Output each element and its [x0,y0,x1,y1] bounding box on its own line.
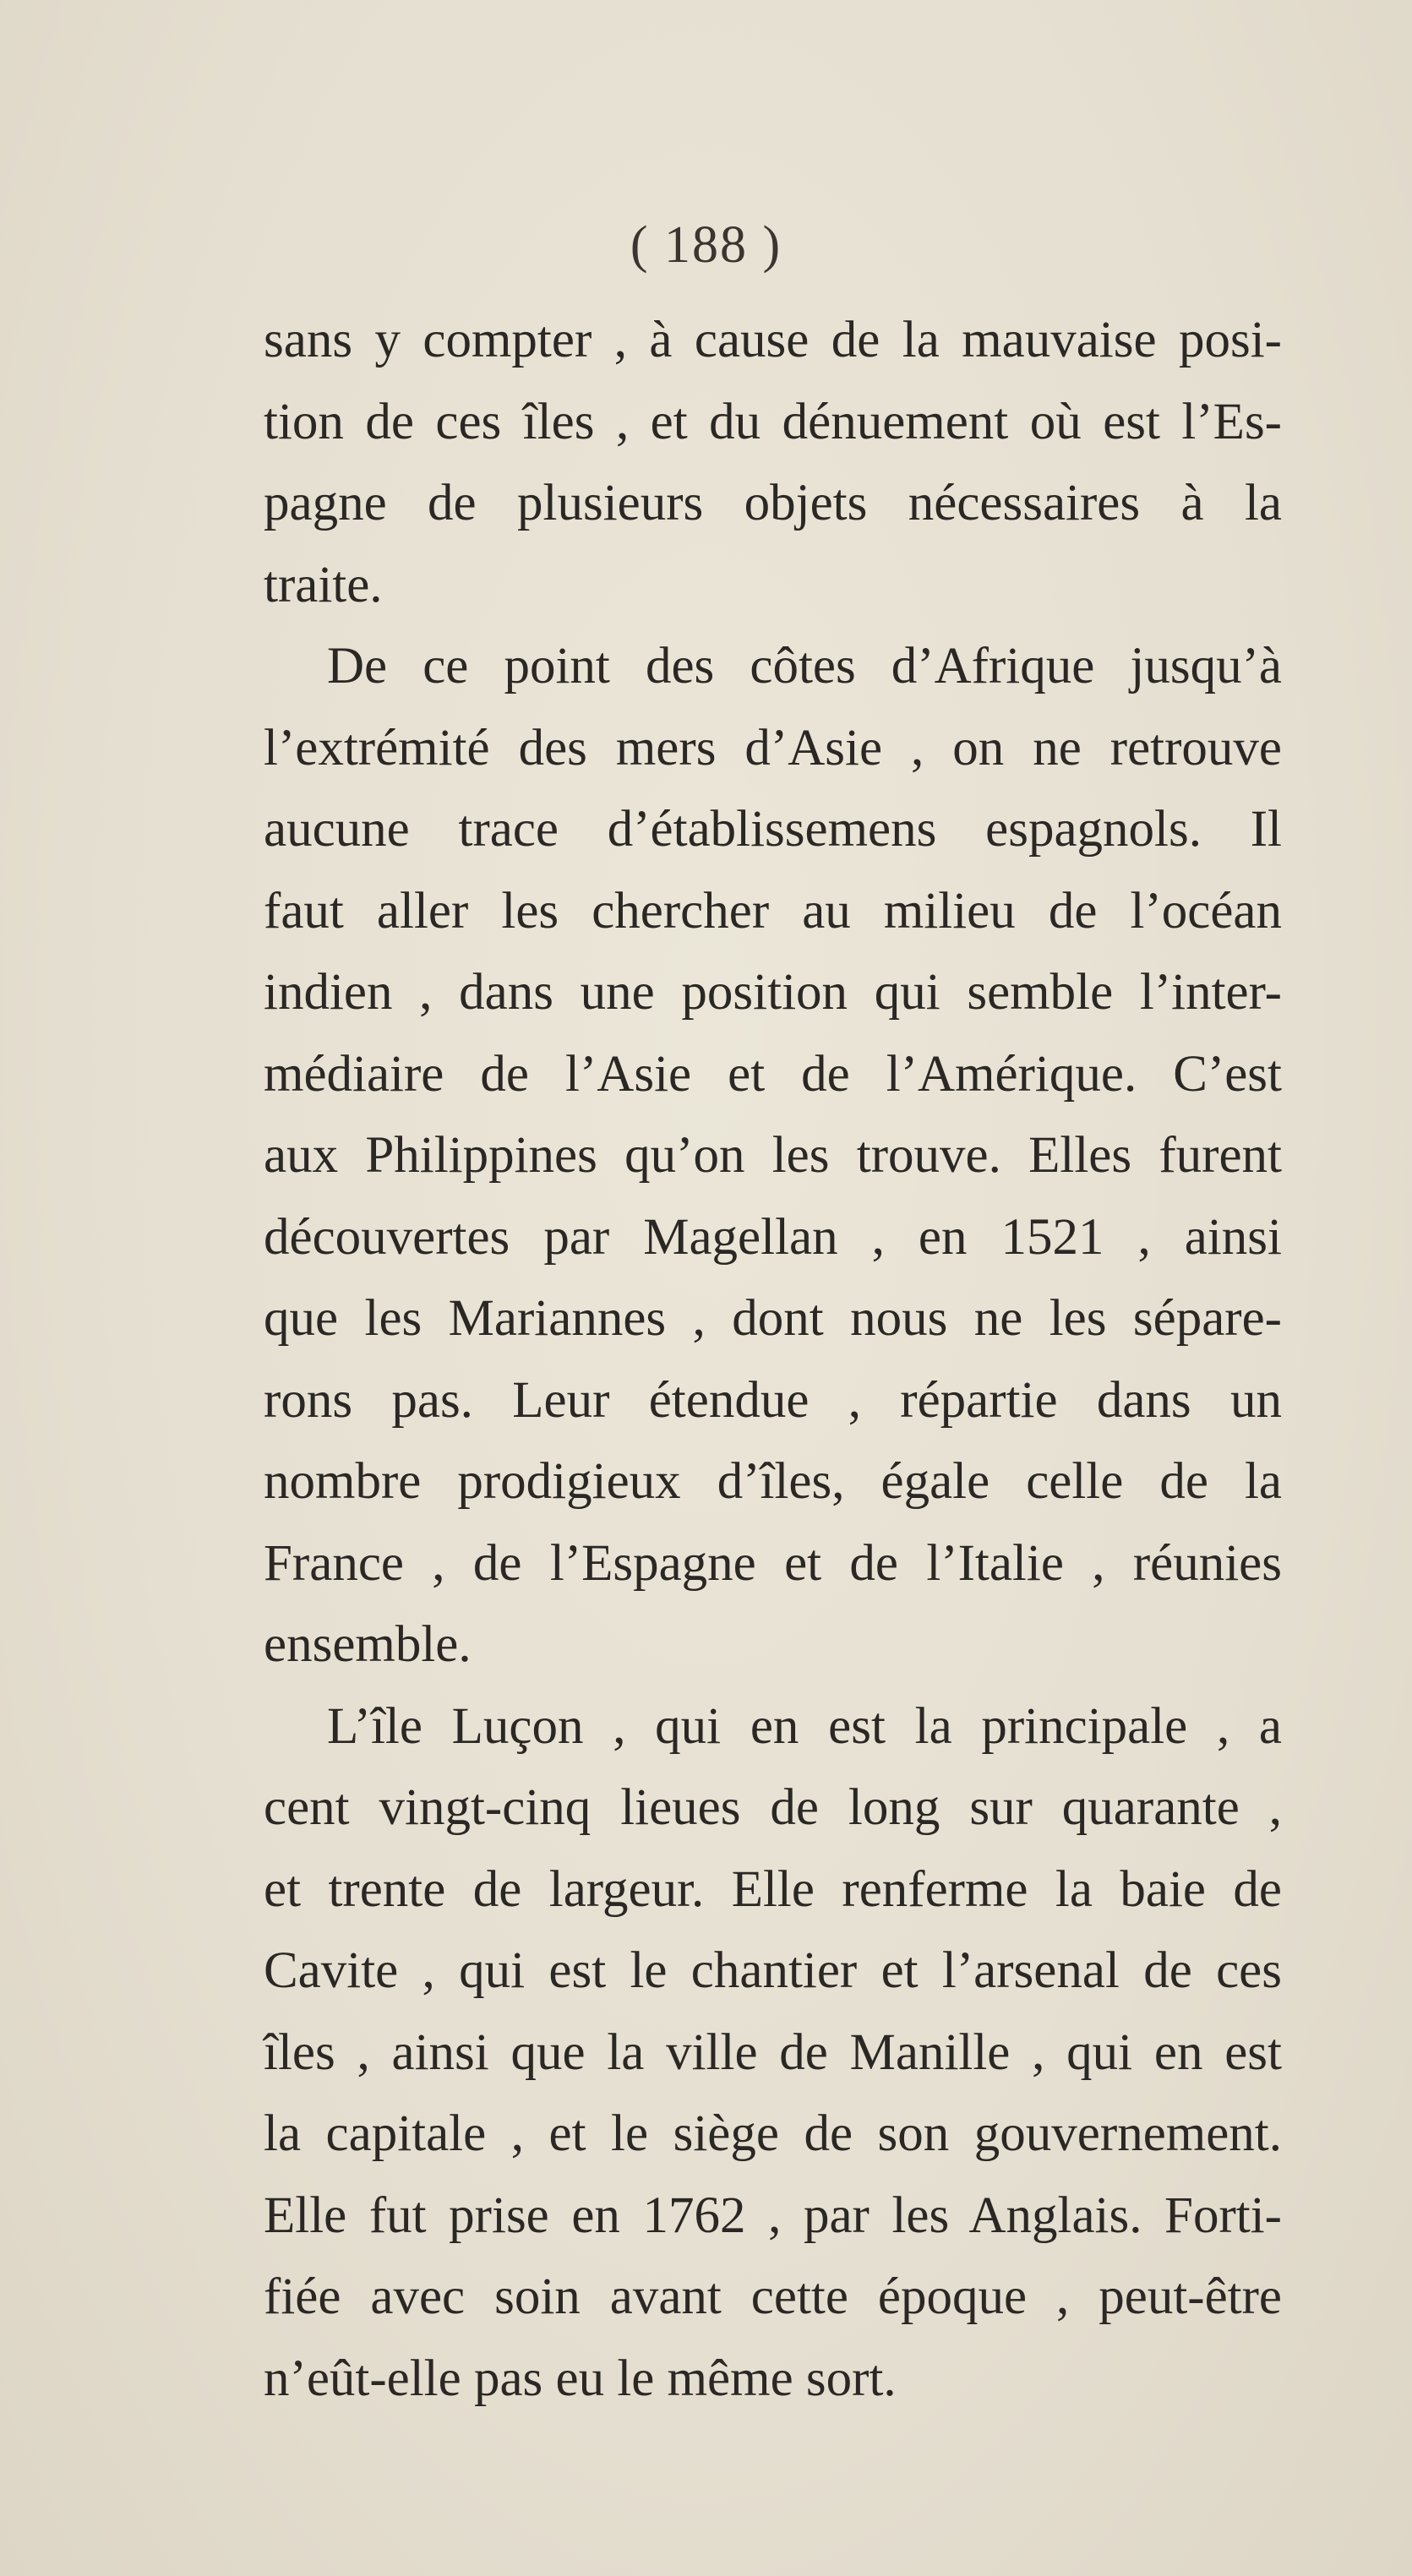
text-line: tion de ces îles , et du dénuement où est l’Es- [264,393,1282,450]
text-line: pagne de plusieurs objets nécessaires à la [264,475,1282,531]
text-line: Elle fut prise en 1762 , par les Anglais. Forti- [264,2187,1282,2244]
text-line: Cavite , qui est le chantier et l’arsenal de ces [264,1942,1282,1999]
paragraph-2 [264,626,1282,1686]
text-line: et trente de largeur. Elle renferme la baie de [264,1860,1282,1918]
text-line: découvertes par Magellan , en 1521 , ainsi [264,1208,1282,1266]
text-line: fiée avec soin avant cette époque , peut-être [264,2268,1282,2325]
text-line: aucune trace d’établissemens espagnols. Il [264,801,1282,858]
text-line: traite. [264,556,383,613]
text-line: ensemble. [264,1616,472,1673]
text-line: aux Philippines qu’on les trouve. Elles furent [264,1127,1282,1184]
text-line: France , de l’Espagne et de l’Italie , réunies [264,1534,1282,1592]
text-line: L’île Luçon , qui en est la principale , a [327,1697,1282,1755]
text-line: cent vingt-cinq lieues de long sur quarante , [264,1779,1282,1836]
page-number: ( 188 ) [630,216,782,274]
text-line: faut aller les chercher au milieu de l’océan [264,882,1282,939]
text-line: n’eût-elle pas eu le même sort. [264,2350,897,2407]
text-line: que les Mariannes , dont nous ne les sépare- [264,1290,1282,1347]
body-text [264,300,1282,2420]
text-line: la capitale , et le siège de son gouvernement. [264,2105,1282,2162]
paragraph-1 [264,300,1282,626]
text-line: sans y compter , à cause de la mauvaise posi- [264,312,1282,368]
text-line: nombre prodigieux d’îles, égale celle de la [264,1453,1282,1510]
paragraph-3 [264,1686,1282,2421]
text-line: rons pas. Leur étendue , répartie dans un [264,1371,1282,1429]
text-line: l’extrémité des mers d’Asie , on ne retrouve [264,719,1282,776]
text-line: indien , dans une position qui semble l’inter- [264,964,1282,1021]
text-line: îles , ainsi que la ville de Manille , qui en est [264,2023,1282,2081]
text-line: De ce point des côtes d’Afrique jusqu’à [327,638,1282,694]
text-line: médiaire de l’Asie et de l’Amérique. C’est [264,1045,1282,1103]
